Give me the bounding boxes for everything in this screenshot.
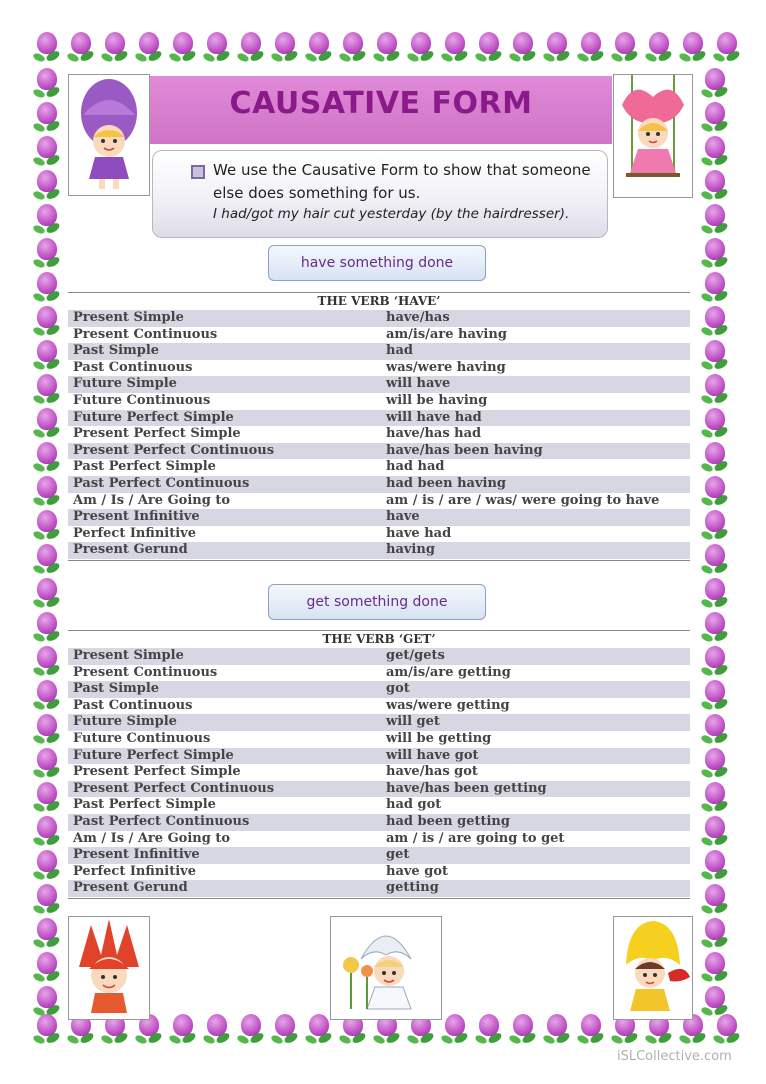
table-heading: THE VERB ‘HAVE’ (68, 292, 690, 310)
pink-flower-icon (698, 440, 732, 474)
verb-form: was/were getting (386, 697, 510, 713)
tense-name: Am / Is / Are Going to (73, 492, 231, 508)
flower-border-column (30, 66, 64, 1018)
pink-flower-icon (710, 30, 744, 64)
table-row (68, 748, 690, 765)
tense-name: Past Continuous (73, 697, 193, 713)
table-bottom-rule (68, 898, 690, 899)
pink-flower-icon (404, 30, 438, 64)
have-something-done-label: have something done (268, 245, 486, 281)
pink-flower-icon (30, 814, 64, 848)
pink-flower-icon (698, 270, 732, 304)
pink-flower-icon (30, 644, 64, 678)
table-row (68, 509, 690, 526)
pink-flower-icon (698, 236, 732, 270)
pink-flower-icon (676, 30, 710, 64)
definition-line-1: We use the Causative Form to show that someone (213, 161, 591, 179)
verb-form: will get (386, 714, 440, 730)
pink-flower-icon (234, 1012, 268, 1046)
table-row (68, 714, 690, 731)
table-row (68, 327, 690, 344)
verb-form: getting (386, 880, 439, 896)
table-row (68, 681, 690, 698)
table-bottom-rule (68, 560, 690, 561)
definition-box (152, 150, 608, 238)
pink-flower-icon (30, 508, 64, 542)
tense-name: Present Perfect Simple (73, 764, 241, 780)
pink-flower-icon (438, 1012, 472, 1046)
pink-flower-icon (642, 30, 676, 64)
table-row (68, 731, 690, 748)
pink-flower-icon (30, 882, 64, 916)
tense-name: Future Perfect Simple (73, 409, 234, 425)
verb-form: was/were having (386, 359, 506, 375)
pink-flower-icon (166, 30, 200, 64)
table-row (68, 493, 690, 510)
pink-flower-icon (64, 30, 98, 64)
pink-flower-icon (438, 30, 472, 64)
pink-flower-icon (698, 134, 732, 168)
tense-name: Present Continuous (73, 664, 218, 680)
pink-flower-icon (30, 678, 64, 712)
table-row (68, 847, 690, 864)
pink-flower-icon (698, 66, 732, 100)
pink-flower-icon (698, 814, 732, 848)
verb-form: am/is/are having (386, 326, 507, 342)
pink-flower-icon (30, 746, 64, 780)
table-row (68, 764, 690, 781)
verb-form: have (386, 509, 420, 525)
tense-name: Am / Is / Are Going to (73, 830, 231, 846)
verb-form: will have got (386, 747, 479, 763)
square-bullet-icon (191, 165, 205, 179)
table-row (68, 797, 690, 814)
pink-flower-icon (234, 30, 268, 64)
pink-flower-icon (30, 984, 64, 1018)
pink-flower-icon (200, 1012, 234, 1046)
flower-border-column (698, 66, 732, 1018)
definition-line-2: else does something for us. (213, 184, 421, 202)
tense-name: Perfect Infinitive (73, 863, 196, 879)
pink-flower-icon (30, 100, 64, 134)
pink-flower-icon (698, 610, 732, 644)
table-row (68, 648, 690, 665)
pink-flower-icon (30, 270, 64, 304)
pink-flower-icon (540, 30, 574, 64)
pink-flower-icon (698, 406, 732, 440)
tense-name: Present Gerund (73, 542, 188, 558)
tense-name: Present Continuous (73, 326, 218, 342)
red-flower-fairy-icon (68, 916, 150, 1020)
tense-name: Past Perfect Simple (73, 459, 216, 475)
table-row (68, 360, 690, 377)
table-row (68, 443, 690, 460)
pink-flower-icon (698, 304, 732, 338)
tense-name: Future Simple (73, 714, 177, 730)
table-row (68, 814, 690, 831)
pink-flower-icon (698, 712, 732, 746)
tense-name: Present Simple (73, 648, 184, 663)
verb-form: get/gets (386, 648, 445, 663)
verb-form: will have (386, 376, 451, 392)
pink-flower-icon (166, 1012, 200, 1046)
pink-flower-icon (30, 542, 64, 576)
tense-name: Present Gerund (73, 880, 188, 896)
pink-flower-icon (30, 712, 64, 746)
pink-flower-icon (608, 30, 642, 64)
pink-flower-icon (698, 848, 732, 882)
pink-flower-icon (698, 474, 732, 508)
table-heading: THE VERB ‘GET’ (68, 630, 690, 648)
table-row (68, 410, 690, 427)
pink-flower-icon (540, 1012, 574, 1046)
pink-flower-icon (302, 30, 336, 64)
table-row (68, 376, 690, 393)
table-row (68, 459, 690, 476)
pink-flower-icon (336, 30, 370, 64)
tense-name: Present Infinitive (73, 847, 200, 863)
table-row (68, 343, 690, 360)
verb-form: had got (386, 797, 442, 813)
pink-flower-icon (698, 202, 732, 236)
example-sentence: I had/got my hair cut yesterday (by the hairdresser). (213, 206, 570, 222)
pink-flower-icon (30, 916, 64, 950)
pink-flower-icon (30, 338, 64, 372)
pink-flower-icon (698, 746, 732, 780)
tense-name: Past Continuous (73, 359, 193, 375)
verb-form: get (386, 847, 410, 863)
pink-flower-icon (698, 508, 732, 542)
table-row (68, 393, 690, 410)
tense-name: Future Perfect Simple (73, 747, 234, 763)
verb-form: will have had (386, 409, 482, 425)
verb-form: am / is / are / was/ were going to have (386, 492, 660, 508)
verb-form: had (386, 343, 413, 359)
verb-form: had been getting (386, 814, 510, 829)
verb-form: have/has had (386, 426, 482, 442)
pink-flower-icon (472, 30, 506, 64)
pink-flower-icon (574, 30, 608, 64)
table-row (68, 880, 690, 897)
pink-flower-icon (30, 372, 64, 406)
tense-name: Future Continuous (73, 393, 211, 408)
verb-form: having (386, 542, 435, 558)
pink-flower-icon (30, 134, 64, 168)
pink-flower-icon (30, 848, 64, 882)
verb-form: had been having (386, 476, 507, 491)
pink-flower-icon (200, 30, 234, 64)
verb-form: have had (386, 525, 452, 541)
pink-flower-icon (698, 780, 732, 814)
pink-flower-icon (30, 202, 64, 236)
tense-name: Present Perfect Continuous (73, 442, 275, 458)
pink-flower-icon (698, 168, 732, 202)
pink-flower-icon (506, 1012, 540, 1046)
tense-name: Present Infinitive (73, 509, 200, 525)
verb-form: am/is/are getting (386, 664, 511, 680)
pink-flower-icon (698, 644, 732, 678)
verb-form: had had (386, 459, 445, 475)
table-row (68, 526, 690, 543)
verb-form: will be having (386, 393, 488, 408)
verb-form: got (386, 681, 410, 697)
verb-form: have/has been getting (386, 780, 547, 796)
pink-flower-icon (698, 542, 732, 576)
get-something-done-label: get something done (268, 584, 486, 620)
table-row (68, 426, 690, 443)
verb-form: have/has (386, 310, 450, 325)
tense-name: Past Perfect Continuous (73, 814, 250, 829)
pink-flower-icon (30, 474, 64, 508)
pink-flower-icon (30, 610, 64, 644)
verb-form: will be getting (386, 731, 492, 746)
pink-flower-icon (472, 1012, 506, 1046)
verb-form: have got (386, 863, 448, 879)
pink-flower-icon (574, 1012, 608, 1046)
pink-flower-icon (698, 576, 732, 610)
pink-flower-icon (30, 66, 64, 100)
pink-flower-icon (30, 304, 64, 338)
table-row (68, 831, 690, 848)
tense-name: Past Perfect Continuous (73, 476, 250, 491)
tense-name: Past Simple (73, 343, 160, 359)
pink-flower-icon (506, 30, 540, 64)
verb-form: have/has been having (386, 442, 543, 458)
pink-flower-icon (698, 882, 732, 916)
table-row (68, 476, 690, 493)
pink-flower-icon (30, 406, 64, 440)
pink-flower-icon (698, 678, 732, 712)
table-row (68, 310, 690, 327)
pink-flower-icon (698, 372, 732, 406)
pink-flower-icon (698, 916, 732, 950)
pink-flower-icon (30, 440, 64, 474)
pink-flower-icon (30, 950, 64, 984)
pink-flower-icon (698, 984, 732, 1018)
yellow-tulip-fairy-icon (613, 916, 693, 1020)
tense-name: Past Simple (73, 681, 160, 697)
table-row (68, 542, 690, 559)
white-flower-fairy-icon (330, 916, 442, 1020)
watermark: iSLCollective.com (617, 1049, 732, 1064)
pink-flower-icon (98, 30, 132, 64)
tense-name: Perfect Infinitive (73, 525, 196, 541)
tense-name: Present Simple (73, 310, 184, 325)
pink-flower-icon (698, 338, 732, 372)
tense-name: Future Continuous (73, 731, 211, 746)
table-row (68, 665, 690, 682)
pink-flower-icon (370, 30, 404, 64)
pink-swing-fairy-icon (613, 74, 693, 198)
tense-name: Present Perfect Simple (73, 426, 241, 442)
verb-form: have/has got (386, 764, 478, 780)
table-row (68, 698, 690, 715)
pink-flower-icon (698, 100, 732, 134)
tense-name: Present Perfect Continuous (73, 780, 275, 796)
pink-flower-icon (30, 30, 64, 64)
pink-flower-icon (268, 1012, 302, 1046)
verb-form: am / is / are going to get (386, 830, 565, 846)
pink-flower-icon (268, 30, 302, 64)
pink-flower-icon (30, 236, 64, 270)
table-row (68, 781, 690, 798)
pink-flower-icon (30, 576, 64, 610)
tense-name: Future Simple (73, 376, 177, 392)
pink-flower-icon (30, 168, 64, 202)
purple-tulip-fairy-icon (68, 74, 150, 196)
pink-flower-icon (698, 950, 732, 984)
pink-flower-icon (30, 780, 64, 814)
table-row (68, 864, 690, 881)
pink-flower-icon (132, 30, 166, 64)
page-title: CAUSATIVE FORM (229, 86, 533, 121)
flower-border-row (30, 30, 744, 64)
tense-name: Past Perfect Simple (73, 797, 216, 813)
